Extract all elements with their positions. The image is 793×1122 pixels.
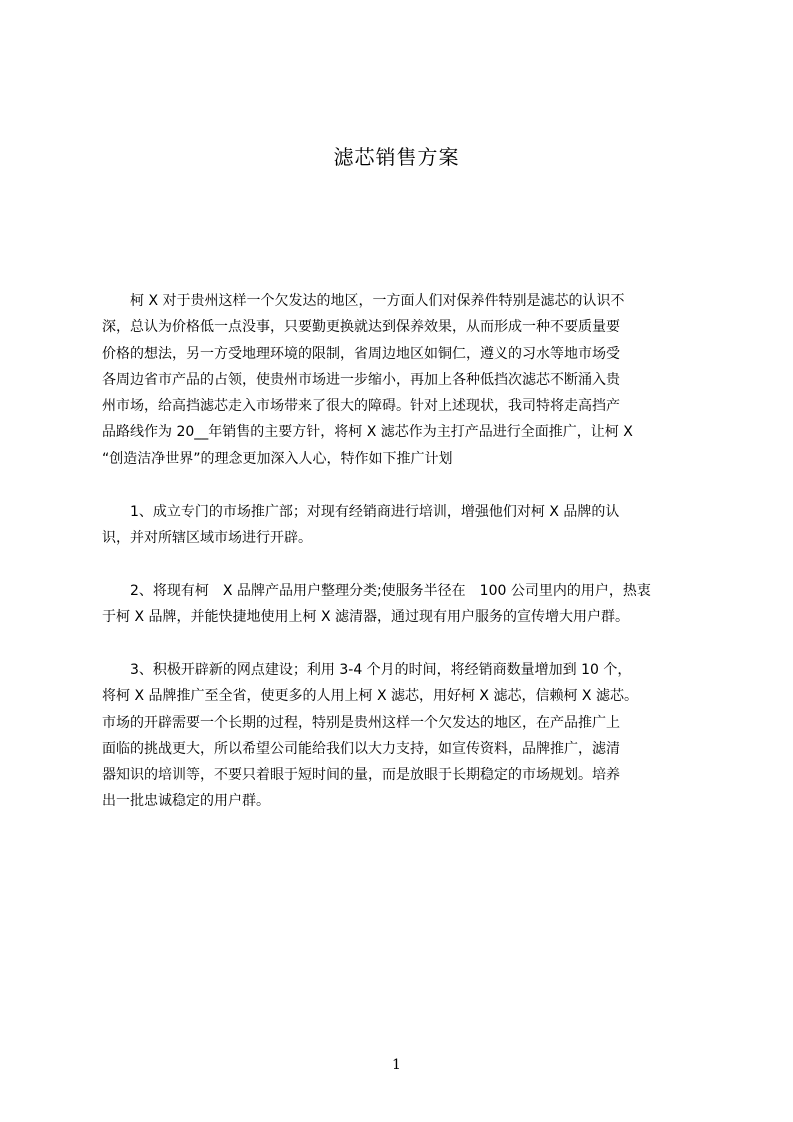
page-number: 1: [392, 1057, 401, 1073]
text-line: 柯 X 对于贵州这样一个欠发达的地区，一方面人们对保养件特别是滤芯的认识不: [102, 293, 625, 309]
text-line: 器知识的培训等，不要只着眼于短时间的量，而是放眼于长期稳定的市场规划。培养: [102, 767, 620, 784]
text-line: 3、积极开辟新的网点建设；利用 3-4 个月的时间，将经销商数量增加到 10 个，: [102, 662, 632, 678]
paragraph-item-2: [102, 578, 698, 631]
text-line: 2、将现有柯 X 品牌产品用户整理分类;使服务半径在 100 公司里内的用户，热衷: [102, 583, 651, 599]
text-line: 市场的开辟需要一个长期的过程，特别是贵州这样一个欠发达的地区，在产品推广上: [102, 714, 620, 731]
text-line: “创造洁净世界”的理念更加深入人心，特作如下推广计划: [102, 450, 453, 467]
text-line: 品路线作为 20__年销售的主要方针，将柯 X 滤芯作为主打产品进行全面推广，让柯 X: [102, 424, 633, 441]
paragraph-item-3: [102, 657, 698, 815]
document-title: 滤芯销售方案: [333, 145, 460, 169]
text-line: 各周边省市产品的占领，使贵州市场进一步缩小，再加上各种低挡次滤芯不断涌入贵: [102, 371, 620, 388]
text-line: 1、成立专门的市场推广部；对现有经销商进行培训，增强他们对柯 X 品牌的认: [102, 504, 620, 520]
text-line: 将柯 X 品牌推广至全省，使更多的人用上柯 X 滤芯，用好柯 X 滤芯，信赖柯 X 滤芯。: [102, 688, 638, 705]
text-line: 识，并对所辖区域市场进行开辟。: [102, 530, 312, 547]
text-line: 州市场，给高挡滤芯走入市场带来了很大的障碍。针对上述现状，我司特将走高挡产: [102, 398, 620, 415]
text-line: 出一批忠诚稳定的用户群。: [102, 793, 270, 810]
text-line: 深，总认为价格低一点没事，只要勤更换就达到保养效果，从而形成一种不要质量要: [102, 319, 620, 336]
paragraph-intro: [102, 288, 698, 472]
text-line: 面临的挑战更大，所以希望公司能给我们以大力支持，如宣传资料，品牌推广，滤清: [102, 740, 620, 757]
paragraph-item-1: [102, 499, 698, 552]
text-line: 价格的想法，另一方受地理环境的限制，省周边地区如铜仁，遵义的习水等地市场受: [102, 345, 620, 362]
text-line: 于柯 X 品牌，并能快捷地使用上柯 X 滤清器，通过现有用户服务的宣传增大用户群。: [102, 609, 629, 626]
